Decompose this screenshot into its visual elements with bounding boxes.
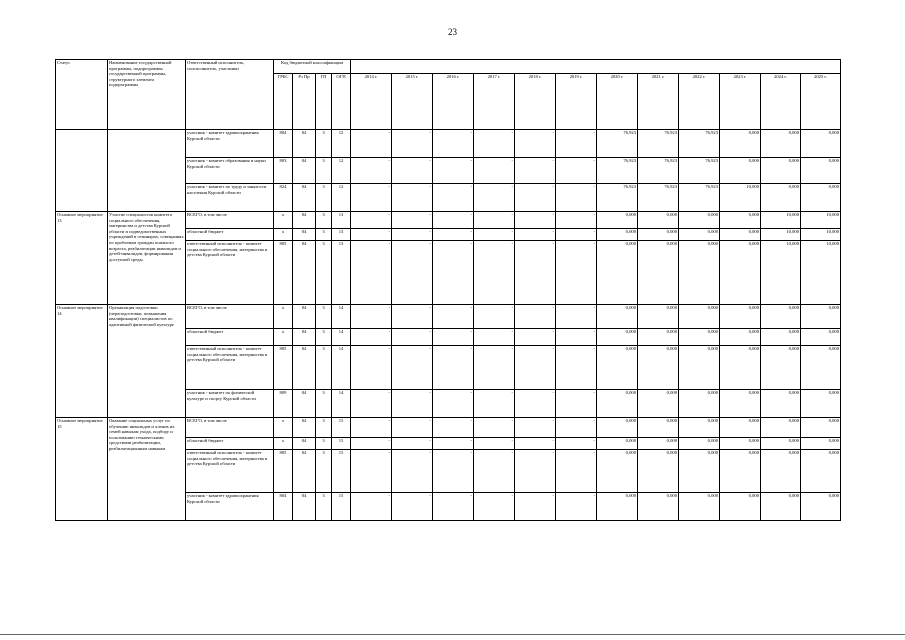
ogp-cell: 15 bbox=[332, 450, 351, 493]
value-cell: 0,000 bbox=[801, 329, 841, 346]
header-year: 2019 г. bbox=[556, 74, 597, 130]
value-cell: 76,923 bbox=[679, 184, 720, 212]
ogp-cell: 14 bbox=[332, 346, 351, 390]
value-cell: 0,000 bbox=[720, 212, 761, 229]
grbs-cell: 824 bbox=[274, 184, 293, 212]
value-cell: - bbox=[556, 241, 597, 305]
grbs-cell: 805 bbox=[274, 241, 293, 305]
gp-cell: 3 bbox=[316, 305, 332, 329]
value-cell: 0,000 bbox=[720, 241, 761, 305]
value-cell: 0,000 bbox=[679, 305, 720, 329]
value-cell: 0,000 bbox=[597, 390, 638, 418]
value-cell: 0,000 bbox=[638, 229, 679, 241]
value-cell: - bbox=[515, 305, 556, 329]
header-name: Наименование государственной программы, подпрограммы государственной программы, структурного элемента подпрограммы bbox=[108, 60, 186, 130]
value-cell: - bbox=[556, 229, 597, 241]
gp-cell: 3 bbox=[316, 450, 332, 493]
ogp-cell: 15 bbox=[332, 438, 351, 450]
value-cell: - bbox=[433, 450, 474, 493]
value-cell: 76,923 bbox=[597, 158, 638, 184]
value-cell: 10,000 bbox=[761, 229, 801, 241]
value-cell: 0,000 bbox=[801, 184, 841, 212]
executor-cell: участник - комитет здравоохранения Курской области bbox=[186, 493, 274, 521]
value-cell: 0,000 bbox=[801, 450, 841, 493]
executor-cell: участник - комитет по физической культуре и спорту Курской области bbox=[186, 390, 274, 418]
value-cell: 0,000 bbox=[679, 450, 720, 493]
value-cell: 0,000 bbox=[597, 346, 638, 390]
value-cell: - bbox=[392, 450, 433, 493]
value-cell: - bbox=[392, 229, 433, 241]
value-cell: - bbox=[351, 305, 392, 329]
value-cell: - bbox=[351, 241, 392, 305]
header-year: 2022 г. bbox=[679, 74, 720, 130]
header-executor: Ответственный исполнитель, соисполнитель, участники bbox=[186, 60, 274, 130]
value-cell: - bbox=[556, 184, 597, 212]
value-cell: 0,000 bbox=[720, 130, 761, 158]
value-cell: - bbox=[515, 212, 556, 229]
value-cell: - bbox=[351, 438, 392, 450]
value-cell: 10,000 bbox=[720, 184, 761, 212]
ogp-cell: 15 bbox=[332, 493, 351, 521]
value-cell: 0,000 bbox=[679, 241, 720, 305]
status-cell bbox=[56, 130, 108, 212]
gp-cell: 3 bbox=[316, 184, 332, 212]
header-year: 2023 г. bbox=[720, 74, 761, 130]
grbs-cell: x bbox=[274, 229, 293, 241]
value-cell: - bbox=[515, 229, 556, 241]
ogp-cell: 14 bbox=[332, 390, 351, 418]
table-row bbox=[56, 418, 841, 438]
value-cell: 76,923 bbox=[638, 184, 679, 212]
value-cell: - bbox=[433, 390, 474, 418]
value-cell: - bbox=[351, 390, 392, 418]
value-cell: 0,000 bbox=[679, 229, 720, 241]
value-cell: - bbox=[433, 346, 474, 390]
value-cell: - bbox=[392, 305, 433, 329]
value-cell: 0,000 bbox=[761, 184, 801, 212]
value-cell: - bbox=[515, 438, 556, 450]
grbs-cell: 804 bbox=[274, 493, 293, 521]
value-cell: 0,000 bbox=[597, 438, 638, 450]
value-cell: - bbox=[392, 212, 433, 229]
value-cell: 0,000 bbox=[720, 346, 761, 390]
value-cell: 0,000 bbox=[720, 229, 761, 241]
ogp-cell: 14 bbox=[332, 329, 351, 346]
name-cell bbox=[108, 130, 186, 212]
gp-cell: 3 bbox=[316, 130, 332, 158]
grbs-cell: x bbox=[274, 212, 293, 229]
value-cell: - bbox=[351, 158, 392, 184]
value-cell: 0,000 bbox=[638, 305, 679, 329]
value-cell: 0,000 bbox=[801, 346, 841, 390]
executor-cell: областной бюджет bbox=[186, 438, 274, 450]
value-cell: 0,000 bbox=[720, 158, 761, 184]
value-cell: - bbox=[392, 418, 433, 438]
gp-cell: 3 bbox=[316, 346, 332, 390]
value-cell: 10,000 bbox=[761, 241, 801, 305]
value-cell: 0,000 bbox=[761, 305, 801, 329]
value-cell: 76,923 bbox=[638, 158, 679, 184]
table-body bbox=[56, 130, 841, 521]
value-cell: - bbox=[433, 241, 474, 305]
status-cell: Основное мероприятие 13 bbox=[56, 212, 108, 305]
value-cell: - bbox=[474, 390, 515, 418]
value-cell: 10,000 bbox=[761, 212, 801, 229]
value-cell: 0,000 bbox=[638, 390, 679, 418]
value-cell: - bbox=[474, 438, 515, 450]
value-cell: 0,000 bbox=[638, 450, 679, 493]
value-cell: 0,000 bbox=[761, 346, 801, 390]
value-cell: - bbox=[515, 241, 556, 305]
status-cell: Основное мероприятие 14 bbox=[56, 305, 108, 418]
value-cell: 0,000 bbox=[761, 130, 801, 158]
rzpr-cell: 04 bbox=[293, 390, 316, 418]
ogp-cell: 12 bbox=[332, 130, 351, 158]
value-cell: 0,000 bbox=[801, 305, 841, 329]
executor-cell: ВСЕГО, в том числе bbox=[186, 212, 274, 229]
value-cell: 0,000 bbox=[597, 450, 638, 493]
name-cell: Участие специалистов комитета социального обеспечения, материнства и детства Курской области и подведомственных учреждений в семинарах, совещаниях по проблемам граждан пожилого возраста, реабилитации инвалидов и детей-инвалидов, формирования доступной среды bbox=[108, 212, 186, 305]
executor-cell: ответственный исполнитель - комитет социального обеспечения, материнства и детства Курской области bbox=[186, 346, 274, 390]
header-status: Статус bbox=[56, 60, 108, 130]
rzpr-cell: 04 bbox=[293, 212, 316, 229]
value-cell: - bbox=[556, 329, 597, 346]
value-cell: - bbox=[515, 390, 556, 418]
gp-cell: 3 bbox=[316, 493, 332, 521]
ogp-cell: 13 bbox=[332, 241, 351, 305]
gp-cell: 3 bbox=[316, 241, 332, 305]
value-cell: - bbox=[392, 346, 433, 390]
value-cell: - bbox=[474, 450, 515, 493]
value-cell: 76,923 bbox=[597, 184, 638, 212]
value-cell: 10,000 bbox=[801, 241, 841, 305]
table-row bbox=[56, 305, 841, 329]
ogp-cell: 12 bbox=[332, 184, 351, 212]
status-cell: Основное мероприятие 15 bbox=[56, 418, 108, 521]
value-cell: 0,000 bbox=[597, 329, 638, 346]
value-cell: - bbox=[556, 493, 597, 521]
header-grbs: ГРБС bbox=[274, 74, 293, 130]
value-cell: 0,000 bbox=[720, 450, 761, 493]
gp-cell: 3 bbox=[316, 438, 332, 450]
value-cell: - bbox=[351, 346, 392, 390]
header-budget-code: Код бюджетной классификации bbox=[274, 60, 351, 74]
executor-cell: ответственный исполнитель - комитет социального обеспечения, материнства и детства Курской области bbox=[186, 241, 274, 305]
value-cell: - bbox=[515, 346, 556, 390]
value-cell: - bbox=[351, 229, 392, 241]
gp-cell: 3 bbox=[316, 158, 332, 184]
ogp-cell: 13 bbox=[332, 229, 351, 241]
value-cell: - bbox=[474, 241, 515, 305]
header-year: 2017 г. bbox=[474, 74, 515, 130]
value-cell: 0,000 bbox=[679, 212, 720, 229]
value-cell: - bbox=[515, 158, 556, 184]
value-cell: - bbox=[433, 438, 474, 450]
grbs-cell: 804 bbox=[274, 130, 293, 158]
gp-cell: 3 bbox=[316, 418, 332, 438]
value-cell: - bbox=[351, 418, 392, 438]
value-cell: - bbox=[433, 305, 474, 329]
value-cell: - bbox=[515, 184, 556, 212]
name-cell: Оказание социальных услуг по обучению инвалидов и членов их семей навыкам ухода, подбору и пользованию техническими средствами реабилитации, реабилитационным навыкам bbox=[108, 418, 186, 521]
table-row bbox=[56, 130, 841, 158]
value-cell: - bbox=[515, 450, 556, 493]
rzpr-cell: 04 bbox=[293, 130, 316, 158]
value-cell: 0,000 bbox=[720, 329, 761, 346]
value-cell: 0,000 bbox=[597, 418, 638, 438]
value-cell: - bbox=[515, 130, 556, 158]
value-cell: - bbox=[392, 184, 433, 212]
value-cell: 0,000 bbox=[638, 438, 679, 450]
value-cell: - bbox=[515, 418, 556, 438]
value-cell: - bbox=[556, 450, 597, 493]
executor-cell: участник - комитет образования и науки Курской области bbox=[186, 158, 274, 184]
executor-cell: областной бюджет bbox=[186, 229, 274, 241]
value-cell: 0,000 bbox=[597, 212, 638, 229]
header-year: 2015 г. bbox=[392, 74, 433, 130]
rzpr-cell: 04 bbox=[293, 450, 316, 493]
executor-cell: участник - комитет по труду и занятости населения Курской области bbox=[186, 184, 274, 212]
value-cell: 0,000 bbox=[597, 229, 638, 241]
gp-cell: 3 bbox=[316, 229, 332, 241]
value-cell: - bbox=[433, 329, 474, 346]
header-year: 2024 г. bbox=[761, 74, 801, 130]
rzpr-cell: 04 bbox=[293, 438, 316, 450]
value-cell: - bbox=[556, 418, 597, 438]
header-row-1 bbox=[56, 60, 841, 74]
header-year: 2018 г. bbox=[515, 74, 556, 130]
rzpr-cell: 04 bbox=[293, 241, 316, 305]
ogp-cell: 12 bbox=[332, 158, 351, 184]
grbs-cell: 809 bbox=[274, 390, 293, 418]
value-cell: - bbox=[474, 329, 515, 346]
value-cell: - bbox=[392, 130, 433, 158]
gp-cell: 3 bbox=[316, 212, 332, 229]
header-ogp: ОГП bbox=[332, 74, 351, 130]
rzpr-cell: 04 bbox=[293, 184, 316, 212]
value-cell: 0,000 bbox=[597, 305, 638, 329]
value-cell: 0,000 bbox=[679, 438, 720, 450]
value-cell: 0,000 bbox=[679, 493, 720, 521]
value-cell: 0,000 bbox=[638, 329, 679, 346]
value-cell: 10,000 bbox=[801, 212, 841, 229]
value-cell: 0,000 bbox=[720, 305, 761, 329]
value-cell: - bbox=[474, 229, 515, 241]
value-cell: - bbox=[351, 493, 392, 521]
value-cell: 0,000 bbox=[801, 493, 841, 521]
value-cell: 0,000 bbox=[720, 390, 761, 418]
header-year: 2021 г. bbox=[638, 74, 679, 130]
ogp-cell: 15 bbox=[332, 418, 351, 438]
value-cell: 0,000 bbox=[761, 390, 801, 418]
value-cell: - bbox=[474, 184, 515, 212]
value-cell: - bbox=[392, 390, 433, 418]
value-cell: - bbox=[433, 493, 474, 521]
executor-cell: участник - комитет здравоохранения Курской области bbox=[186, 130, 274, 158]
value-cell: 76,923 bbox=[679, 158, 720, 184]
name-cell: Организация подготовки (переподготовки, повышения квалификации) специалистов по адаптивной физической культуре bbox=[108, 305, 186, 418]
value-cell: - bbox=[474, 346, 515, 390]
rzpr-cell: 04 bbox=[293, 329, 316, 346]
header-rzpr: Рз Пр bbox=[293, 74, 316, 130]
grbs-cell: x bbox=[274, 305, 293, 329]
value-cell: - bbox=[433, 229, 474, 241]
page-bottom-rule bbox=[0, 634, 905, 635]
value-cell: 0,000 bbox=[679, 329, 720, 346]
value-cell: - bbox=[392, 438, 433, 450]
value-cell: - bbox=[351, 329, 392, 346]
value-cell: 0,000 bbox=[720, 438, 761, 450]
value-cell: - bbox=[392, 158, 433, 184]
value-cell: - bbox=[556, 158, 597, 184]
value-cell: - bbox=[556, 130, 597, 158]
value-cell: - bbox=[433, 418, 474, 438]
value-cell: 0,000 bbox=[801, 158, 841, 184]
rzpr-cell: 04 bbox=[293, 418, 316, 438]
value-cell: 0,000 bbox=[761, 438, 801, 450]
rzpr-cell: 04 bbox=[293, 346, 316, 390]
value-cell: - bbox=[433, 158, 474, 184]
ogp-cell: 14 bbox=[332, 305, 351, 329]
value-cell: 0,000 bbox=[679, 346, 720, 390]
rzpr-cell: 04 bbox=[293, 158, 316, 184]
grbs-cell: 805 bbox=[274, 450, 293, 493]
value-cell: - bbox=[474, 493, 515, 521]
value-cell: 0,000 bbox=[761, 493, 801, 521]
value-cell: 10,000 bbox=[801, 229, 841, 241]
table-row bbox=[56, 212, 841, 229]
value-cell: - bbox=[515, 493, 556, 521]
header-year: 2025 г. bbox=[801, 74, 841, 130]
value-cell: 0,000 bbox=[801, 390, 841, 418]
gp-cell: 3 bbox=[316, 329, 332, 346]
value-cell: - bbox=[433, 184, 474, 212]
value-cell: - bbox=[351, 130, 392, 158]
value-cell: 0,000 bbox=[801, 418, 841, 438]
value-cell: 0,000 bbox=[597, 493, 638, 521]
value-cell: 0,000 bbox=[761, 158, 801, 184]
value-cell: 0,000 bbox=[720, 418, 761, 438]
value-cell: - bbox=[556, 212, 597, 229]
value-cell: 0,000 bbox=[761, 418, 801, 438]
value-cell: - bbox=[474, 305, 515, 329]
value-cell: - bbox=[474, 418, 515, 438]
value-cell: 0,000 bbox=[761, 450, 801, 493]
value-cell: 0,000 bbox=[679, 390, 720, 418]
grbs-cell: x bbox=[274, 418, 293, 438]
executor-cell: областной бюджет bbox=[186, 329, 274, 346]
value-cell: - bbox=[556, 390, 597, 418]
header-year: 2020 г. bbox=[597, 74, 638, 130]
page-number: 23 bbox=[448, 27, 457, 37]
value-cell: 0,000 bbox=[638, 346, 679, 390]
value-cell: 76,923 bbox=[597, 130, 638, 158]
value-cell: - bbox=[351, 184, 392, 212]
value-cell: 76,923 bbox=[679, 130, 720, 158]
value-cell: - bbox=[351, 212, 392, 229]
value-cell: 0,000 bbox=[801, 130, 841, 158]
grbs-cell: x bbox=[274, 329, 293, 346]
rzpr-cell: 04 bbox=[293, 493, 316, 521]
value-cell: 0,000 bbox=[638, 212, 679, 229]
value-cell: - bbox=[351, 450, 392, 493]
gp-cell: 3 bbox=[316, 390, 332, 418]
ogp-cell: 13 bbox=[332, 212, 351, 229]
value-cell: - bbox=[515, 329, 556, 346]
value-cell: - bbox=[474, 130, 515, 158]
value-cell: 0,000 bbox=[720, 493, 761, 521]
executor-cell: ВСЕГО, в том числе bbox=[186, 305, 274, 329]
grbs-cell: 805 bbox=[274, 346, 293, 390]
value-cell: 0,000 bbox=[679, 418, 720, 438]
value-cell: 0,000 bbox=[761, 329, 801, 346]
value-cell: 0,000 bbox=[801, 438, 841, 450]
value-cell: 0,000 bbox=[597, 241, 638, 305]
value-cell: - bbox=[556, 346, 597, 390]
value-cell: 0,000 bbox=[638, 418, 679, 438]
executor-cell: ВСЕГО, в том числе bbox=[186, 418, 274, 438]
value-cell: - bbox=[392, 241, 433, 305]
value-cell: - bbox=[433, 212, 474, 229]
value-cell: 76,923 bbox=[638, 130, 679, 158]
rzpr-cell: 04 bbox=[293, 305, 316, 329]
budget-table bbox=[55, 59, 841, 521]
value-cell: - bbox=[474, 158, 515, 184]
value-cell: - bbox=[392, 329, 433, 346]
grbs-cell: x bbox=[274, 438, 293, 450]
rzpr-cell: 04 bbox=[293, 229, 316, 241]
header-years-group bbox=[351, 60, 841, 74]
value-cell: - bbox=[392, 493, 433, 521]
value-cell: - bbox=[474, 212, 515, 229]
header-year: 2014 г. bbox=[351, 74, 392, 130]
header-gp: ГП bbox=[316, 74, 332, 130]
value-cell: - bbox=[556, 305, 597, 329]
header-year: 2016 г. bbox=[433, 74, 474, 130]
value-cell: 0,000 bbox=[638, 241, 679, 305]
executor-cell: ответственный исполнитель - комитет социального обеспечения, материнства и детства Курской области bbox=[186, 450, 274, 493]
value-cell: - bbox=[556, 438, 597, 450]
value-cell: 0,000 bbox=[638, 493, 679, 521]
grbs-cell: 803 bbox=[274, 158, 293, 184]
value-cell: - bbox=[433, 130, 474, 158]
